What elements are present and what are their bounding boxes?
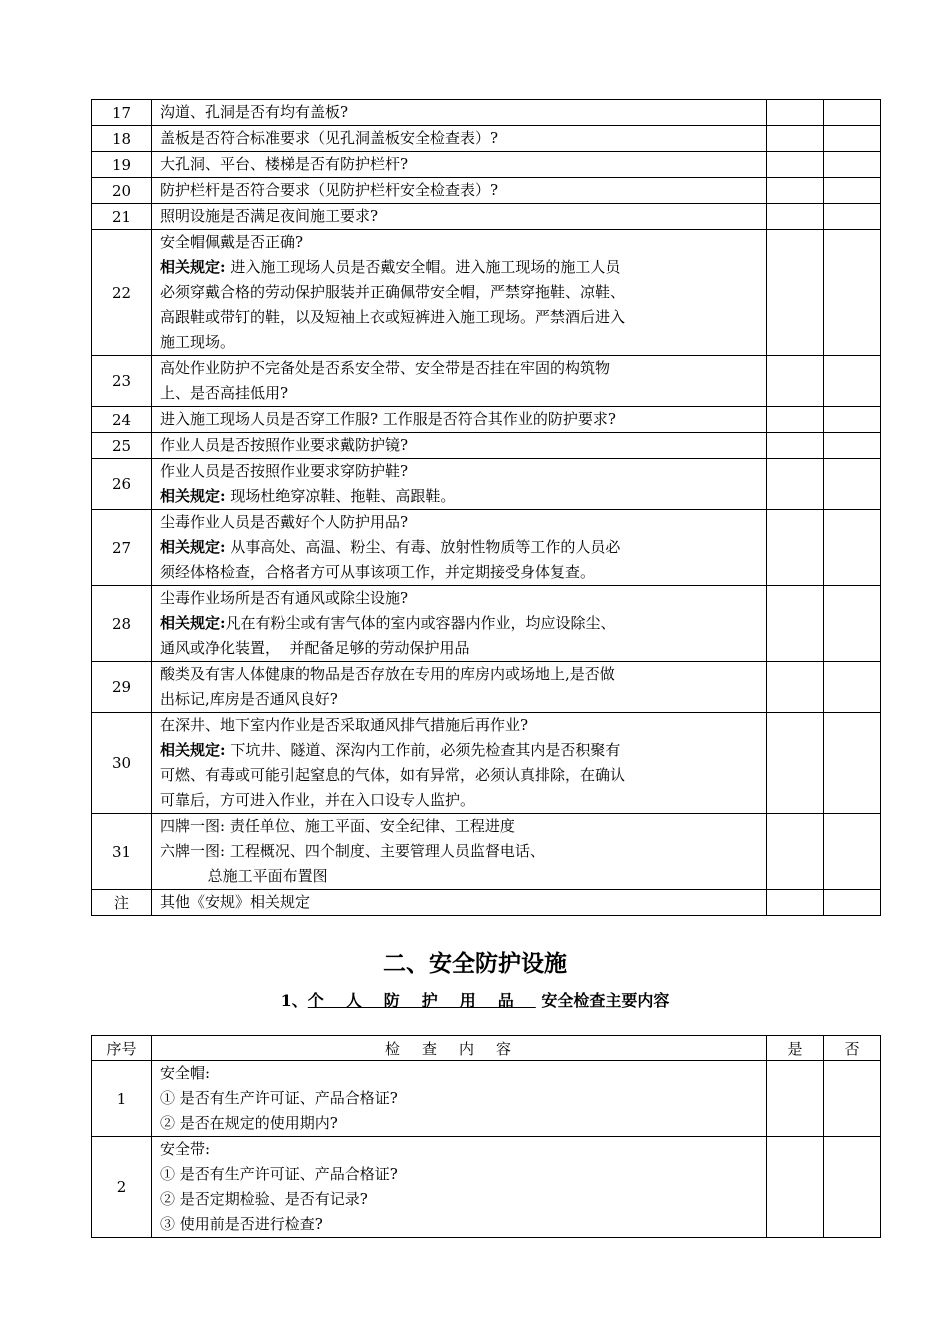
no-cell[interactable]: [824, 890, 881, 916]
content-line: [160, 126, 758, 151]
line-text: 高跟鞋或带钉的鞋，以及短袖上衣或短裤进入施工现场。严禁酒后进入: [160, 308, 626, 326]
line-text: 进入施工现场人员是否穿工作服? 工作服是否符合其作业的防护要求?: [160, 410, 616, 428]
line-text: ③ 使用前是否进行检查?: [160, 1215, 323, 1233]
ppe-checklist-table: [91, 1035, 881, 1238]
row-number: 28: [92, 586, 152, 662]
header-no: 否: [824, 1036, 881, 1061]
table-row: [92, 407, 881, 433]
yes-cell[interactable]: [767, 356, 824, 407]
row-content: [152, 459, 767, 510]
table-row: [92, 890, 881, 916]
no-cell[interactable]: [824, 433, 881, 459]
table-row: [92, 713, 881, 814]
yes-cell[interactable]: [767, 433, 824, 459]
row-number: 31: [92, 814, 152, 890]
header-number: 序号: [92, 1036, 152, 1061]
row-number: 18: [92, 126, 152, 152]
row-number: 23: [92, 356, 152, 407]
line-text: ② 是否定期检验、是否有记录?: [160, 1190, 368, 1208]
table-row: [92, 356, 881, 407]
content-line: [160, 100, 758, 125]
line-text: 其他《安规》相关规定: [160, 893, 311, 911]
line-text: 可燃、有毒或可能引起窒息的气体，如有异常，必须认真排除，在确认: [160, 766, 626, 784]
no-cell[interactable]: [824, 356, 881, 407]
row-content: [152, 433, 767, 459]
regulation-label: 相关规定:: [160, 487, 226, 505]
line-text: 照明设施是否满足夜间施工要求?: [160, 207, 379, 225]
section-title: 二、安全防护设施: [383, 951, 567, 977]
content-line: [160, 763, 758, 788]
table-row: [92, 126, 881, 152]
content-line: [160, 280, 758, 305]
table-row: [92, 1137, 881, 1238]
line-text: 在深井、地下室内作业是否采取通风排气措施后再作业?: [160, 716, 529, 734]
content-line: [160, 611, 758, 636]
content-line: [160, 459, 758, 484]
row-number: 19: [92, 152, 152, 178]
row-number: 17: [92, 100, 152, 126]
line-text: 高处作业防护不完备处是否系安全带、安全带是否挂在牢固的构筑物: [160, 359, 611, 377]
yes-cell[interactable]: [767, 814, 824, 890]
content-line: [160, 356, 758, 381]
content-line: [160, 1086, 758, 1111]
regulation-label: 相关规定:: [160, 741, 226, 759]
row-content: [152, 178, 767, 204]
content-line: [160, 713, 758, 738]
no-cell[interactable]: [824, 814, 881, 890]
row-content: [152, 407, 767, 433]
yes-cell[interactable]: [767, 1061, 824, 1137]
yes-cell[interactable]: [767, 100, 824, 126]
content-line: [160, 839, 758, 864]
line-text: 沟道、孔洞是否有均有盖板?: [160, 103, 349, 121]
content-line: [160, 890, 758, 915]
content-line: [160, 330, 758, 355]
row-number: 注: [92, 890, 152, 916]
no-cell[interactable]: [824, 100, 881, 126]
row-number: 22: [92, 230, 152, 356]
table-row: [92, 1061, 881, 1137]
row-number: 2: [92, 1137, 152, 1238]
row-content: [152, 152, 767, 178]
yes-cell[interactable]: [767, 204, 824, 230]
row-content: [152, 713, 767, 814]
content-line: [160, 788, 758, 813]
row-content: [152, 1137, 767, 1238]
content-line: [160, 305, 758, 330]
no-cell[interactable]: [824, 586, 881, 662]
no-cell[interactable]: [824, 178, 881, 204]
table-row: [92, 152, 881, 178]
line-text: 通风或净化装置， 并配备足够的劳动保护用品: [160, 639, 470, 657]
row-content: [152, 662, 767, 713]
content-line: [160, 230, 758, 255]
content-line: [160, 152, 758, 177]
regulation-label: 相关规定:: [160, 538, 226, 556]
yes-cell[interactable]: [767, 586, 824, 662]
header-yes: 是: [767, 1036, 824, 1061]
line-text: 上、是否高挂低用?: [160, 384, 289, 402]
table-row: [92, 662, 881, 713]
yes-cell[interactable]: [767, 1137, 824, 1238]
sub-title-underlined: 个人防护用品: [307, 991, 536, 1010]
table-row: [92, 100, 881, 126]
line-text: 安全帽佩戴是否正确?: [160, 233, 304, 251]
row-content: [152, 586, 767, 662]
content-line: [160, 204, 758, 229]
content-line: [160, 535, 758, 560]
no-cell[interactable]: [824, 1137, 881, 1238]
content-line: [160, 636, 758, 661]
checklist-table-body: [92, 100, 881, 916]
content-line: [160, 1187, 758, 1212]
checklist-table-continued: [91, 99, 881, 916]
line-text: 防护栏杆是否符合要求（见防护栏杆安全检查表）?: [160, 181, 499, 199]
content-line: [160, 255, 758, 280]
no-cell[interactable]: [824, 126, 881, 152]
line-text: 四牌一图: 责任单位、施工平面、安全纪律、工程进度: [160, 817, 515, 835]
line-text: 安全帽:: [160, 1064, 211, 1082]
line-text: 凡在有粉尘或有害气体的室内或容器内作业，均应设除尘、: [225, 614, 616, 632]
content-line: [160, 1111, 758, 1136]
row-number: 26: [92, 459, 152, 510]
no-cell[interactable]: [824, 407, 881, 433]
line-text: 作业人员是否按照作业要求戴防护镜?: [160, 436, 409, 454]
row-number: 1: [92, 1061, 152, 1137]
row-content: [152, 814, 767, 890]
sub-title-suffix: 安全检查主要内容: [535, 991, 670, 1010]
yes-cell[interactable]: [767, 407, 824, 433]
line-text: 须经体格检查，合格者方可从事该项工作，并定期接受身体复查。: [160, 563, 596, 581]
row-number: 20: [92, 178, 152, 204]
line-text: 总施工平面布置图: [160, 867, 328, 885]
table-row: [92, 459, 881, 510]
content-line: [160, 407, 758, 432]
content-line: [160, 560, 758, 585]
row-number: 21: [92, 204, 152, 230]
no-cell[interactable]: [824, 459, 881, 510]
line-text: 必须穿戴合格的劳动保护服装并正确佩带安全帽，严禁穿拖鞋、凉鞋、: [160, 283, 626, 301]
row-number: 27: [92, 510, 152, 586]
line-text: 尘毒作业场所是否有通风或除尘设施?: [160, 589, 409, 607]
table-row: [92, 814, 881, 890]
yes-cell[interactable]: [767, 713, 824, 814]
no-cell[interactable]: [824, 713, 881, 814]
line-text: ① 是否有生产许可证、产品合格证?: [160, 1089, 398, 1107]
content-line: [160, 484, 758, 509]
content-line: [160, 381, 758, 406]
table-header-row: [92, 1036, 881, 1061]
regulation-label: 相关规定:: [160, 614, 226, 632]
line-text: 可靠后，方可进入作业，并在入口设专人监护。: [160, 791, 476, 809]
content-line: [160, 814, 758, 839]
line-text: ① 是否有生产许可证、产品合格证?: [160, 1165, 398, 1183]
table-row: [92, 178, 881, 204]
yes-cell[interactable]: [767, 510, 824, 586]
row-number: 25: [92, 433, 152, 459]
content-line: [160, 1061, 758, 1086]
yes-cell[interactable]: [767, 662, 824, 713]
yes-cell[interactable]: [767, 152, 824, 178]
line-text: 盖板是否符合标准要求（见孔洞盖板安全检查表）?: [160, 129, 499, 147]
row-content: [152, 890, 767, 916]
yes-cell[interactable]: [767, 126, 824, 152]
content-line: [160, 510, 758, 535]
content-line: [160, 662, 758, 687]
row-content: [152, 204, 767, 230]
row-content: [152, 356, 767, 407]
row-number: 24: [92, 407, 152, 433]
table-row: [92, 204, 881, 230]
sub-title: [0, 988, 950, 1011]
yes-cell[interactable]: [767, 459, 824, 510]
header-content: 检查内容: [152, 1036, 767, 1061]
line-text: 进入施工现场人员是否戴安全帽。进入施工现场的施工人员: [225, 258, 621, 276]
table-row: [92, 586, 881, 662]
line-text: 酸类及有害人体健康的物品是否存放在专用的库房内或场地上,是否做: [160, 665, 615, 683]
content-line: [160, 1137, 758, 1162]
table-row: [92, 230, 881, 356]
yes-cell[interactable]: [767, 230, 824, 356]
ppe-table-body: [92, 1061, 881, 1238]
no-cell[interactable]: [824, 1061, 881, 1137]
line-text: 尘毒作业人员是否戴好个人防护用品?: [160, 513, 409, 531]
content-line: [160, 1212, 758, 1237]
content-line: [160, 586, 758, 611]
row-content: [152, 230, 767, 356]
line-text: 下坑井、隧道、深沟内工作前，必须先检查其内是否积聚有: [225, 741, 621, 759]
regulation-label: 相关规定:: [160, 258, 226, 276]
content-line: [160, 1162, 758, 1187]
row-number: 29: [92, 662, 152, 713]
yes-cell[interactable]: [767, 178, 824, 204]
line-text: 作业人员是否按照作业要求穿防护鞋?: [160, 462, 409, 480]
table-row: [92, 510, 881, 586]
no-cell[interactable]: [824, 510, 881, 586]
sub-title-prefix: 1、: [280, 991, 308, 1010]
content-line: [160, 738, 758, 763]
yes-cell[interactable]: [767, 890, 824, 916]
row-content: [152, 100, 767, 126]
content-line: [160, 178, 758, 203]
no-cell[interactable]: [824, 204, 881, 230]
line-text: 从事高处、高温、粉尘、有毒、放射性物质等工作的人员必: [225, 538, 621, 556]
row-content: [152, 126, 767, 152]
no-cell[interactable]: [824, 230, 881, 356]
line-text: ② 是否在规定的使用期内?: [160, 1114, 338, 1132]
content-line: [160, 687, 758, 712]
content-line: [160, 433, 758, 458]
row-content: [152, 1061, 767, 1137]
line-text: 现场杜绝穿凉鞋、拖鞋、高跟鞋。: [225, 487, 456, 505]
table-row: [92, 433, 881, 459]
row-content: [152, 510, 767, 586]
row-number: 30: [92, 713, 152, 814]
line-text: 安全带:: [160, 1140, 211, 1158]
no-cell[interactable]: [824, 662, 881, 713]
line-text: 出标记,库房是否通风良好?: [160, 690, 338, 708]
line-text: 施工现场。: [160, 333, 236, 351]
line-text: 六牌一图: 工程概况、四个制度、主要管理人员监督电话、: [160, 842, 545, 860]
content-line: [160, 864, 758, 889]
no-cell[interactable]: [824, 152, 881, 178]
line-text: 大孔洞、平台、楼梯是否有防护栏杆?: [160, 155, 409, 173]
